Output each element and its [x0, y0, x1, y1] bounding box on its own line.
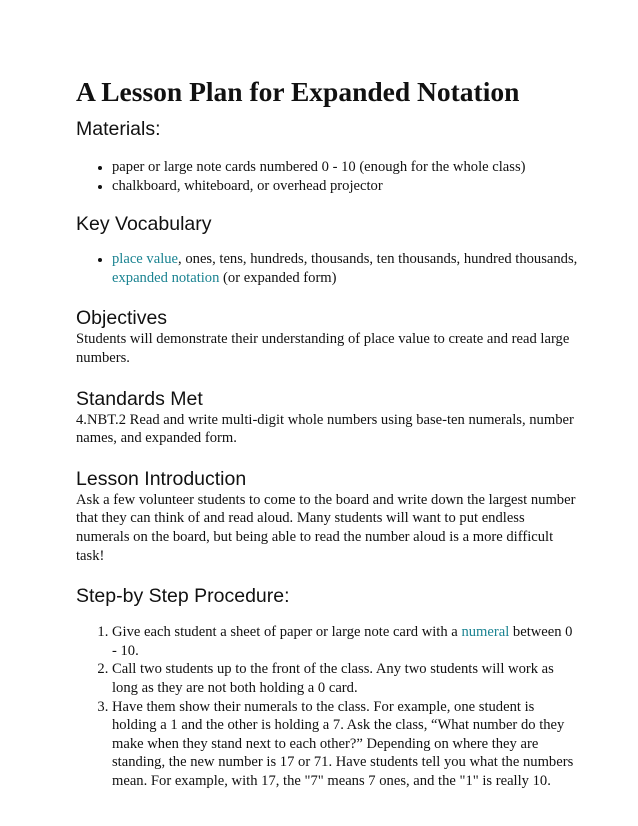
place-value-link[interactable]: place value [112, 251, 179, 268]
vocabulary-list [76, 250, 578, 287]
procedure-step [112, 623, 578, 660]
step-text: between 0 - 10. [112, 624, 573, 659]
materials-list [76, 158, 578, 195]
procedure-step: 3. Have them show their numerals to the class. For example, one student is holding a 1 and the other is holding a 7. Ask the class, “What number do they make when they stand next to each other?” Depending on where they are standing, the new number is 17 or 71. Have students tell you what the numbers mean. For example, with 17, the "7" means 7 ones, and the "1" is really 10. [112, 698, 578, 791]
vocabulary-heading: Key Vocabulary [76, 213, 212, 236]
objectives-section [76, 306, 578, 367]
vocabulary-section [76, 212, 578, 287]
procedure-heading: Step-by Step Procedure: [76, 585, 290, 608]
materials-item: • paper or large note cards numbered 0 - 10 (enough for the whole class) [112, 158, 578, 177]
numeral-link[interactable]: numeral [461, 624, 510, 641]
step-text: Give each student a sheet of paper or large note card with a [112, 624, 462, 641]
standards-text: 4.NBT.2 Read and write multi-digit whole numbers using base-ten numerals, number names, and expanded form. [76, 411, 574, 447]
introduction-text: Ask a few volunteer students to come to the board and write down the largest number that they can think of and read aloud. Many students will want to put endless numerals on the board, but being able to read the number aloud is a more difficult task! [76, 491, 576, 564]
materials-item: • chalkboard, whiteboard, or overhead projector [112, 177, 578, 196]
procedure-step: 2. Call two students up to the front of the class. Any two students will work as long as they are not both holding a 0 card. [112, 660, 578, 697]
procedure-section [76, 584, 578, 790]
vocabulary-text: (or expanded form) [219, 269, 337, 286]
expanded-notation-link[interactable]: expanded notation [112, 269, 220, 286]
objectives-text: Students will demonstrate their understanding of place value to create and read large numbers. [76, 331, 570, 366]
page-title: A Lesson Plan for Expanded Notation [76, 76, 520, 107]
vocabulary-item [112, 250, 578, 287]
procedure-list [76, 623, 578, 790]
materials-section [76, 117, 578, 195]
standards-heading: Standards Met [76, 387, 203, 410]
vocabulary-text: , ones, tens, hundreds, thousands, ten thousands, hundred thousands, [178, 251, 578, 268]
standards-section [76, 387, 578, 448]
materials-heading: Materials: [76, 118, 161, 140]
introduction-section [76, 467, 578, 565]
objectives-heading: Objectives [76, 307, 168, 330]
introduction-heading: Lesson Introduction [76, 467, 247, 490]
